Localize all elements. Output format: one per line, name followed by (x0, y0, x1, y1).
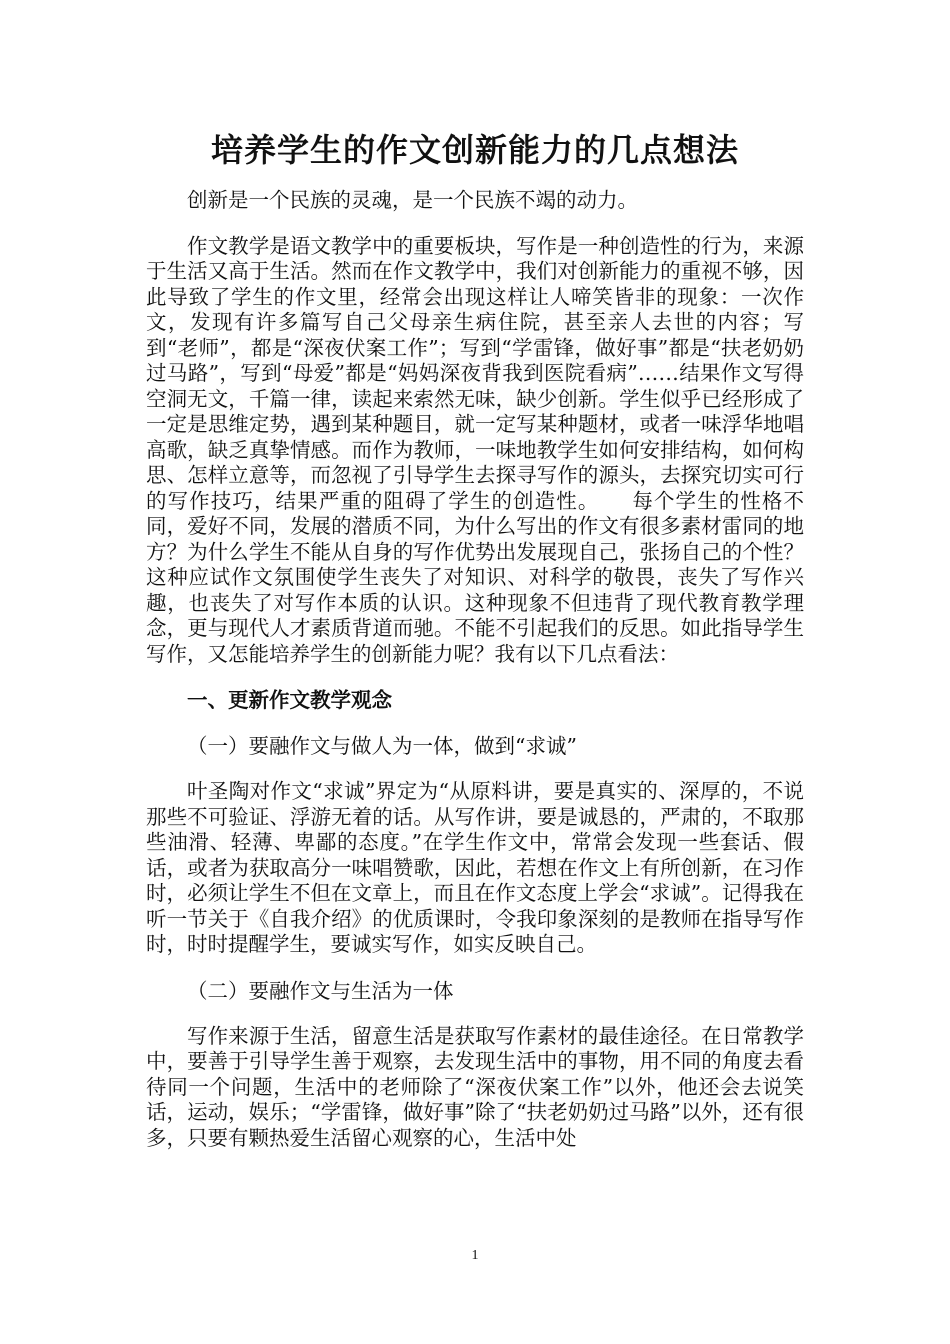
subsection-heading-2: （二）要融作文与生活为一体 (187, 978, 454, 1003)
body-paragraph-3: 写作来源于生活，留意生活是获取写作素材的最佳途径。在日常教学中，要善于引导学生善于观察，去发现生活中的事物，用不同的角度去看待同一个问题，生活中的老师除了“深夜伏案工作”以外，他还会去说笑话，运动，娱乐；“学雷锋，做好事”除了“扶老奶奶过马路”以外，还有很多，只要有颗热爱生活留心观察的心，生活中处 (146, 1023, 804, 1150)
intro-paragraph: 创新是一个民族的灵魂，是一个民族不竭的动力。 (187, 188, 638, 212)
body-paragraph-1: 作文教学是语文教学中的重要板块，写作是一种创造性的行为，来源于生活又高于生活。然而在作文教学中，我们对创新能力的重视不够，因此导致了学生的作文里，经常会出现这样让人啼笑皆非的现象：一次作文，发现有许多篇写自己父母亲生病住院，甚至亲人去世的内容；写到“老师”，都是“深夜伏案工作”；写到“学雷锋，做好事”都是“扶老奶奶过马路”，写到“母爱”都是“妈妈深夜背我到医院看病”……结果作文写得空洞无文，千篇一律，读起来索然无味，缺少创新。学生似乎已经形成了一定是思维定势，遇到某种题目，就一定写某种题材，或者一味浮华地唱高歌，缺乏真挚情感。而作为教师，一味地教学生如何安排结构，如何构思、怎样立意等，而忽视了引导学生去探寻写作的源头，去探究切实可行的写作技巧，结果严重的阻碍了学生的创造性。 每个学生的性格不同，爱好不同，发展的潜质不同，为什么写出的作文有很多素材雷同的地方？为什么学生不能从自身的写作优势出发展现自己，张扬自己的个性？这种应试作文氛围使学生丧失了对知识、对科学的敬畏，丧失了写作兴趣，也丧失了对写作本质的认识。这种现象不但违背了现代教育教学理念，更与现代人才素质背道而驰。不能不引起我们的反思。如此指导学生写作，又怎能培养学生的创新能力呢？我有以下几点看法： (146, 233, 804, 666)
subsection-heading-1: （一）要融作文与做人为一体，做到“求诚” (187, 734, 577, 758)
page-number: 1 (471, 1248, 479, 1263)
section-heading-1: 一、更新作文教学观念 (187, 688, 392, 712)
document-title: 培养学生的作文创新能力的几点想法 (210, 131, 739, 169)
body-paragraph-2: 叶圣陶对作文“求诚”界定为“从原料讲，要是真实的、深厚的，不说那些不可验证、浮游无着的话。从写作讲，要是诚恳的，严肃的，不取那些油滑、轻薄、卑鄙的态度。”在学生作文中，常常会发现一些套话、假话，或者为获取高分一味唱赞歌，因此，若想在作文上有所创新，在习作时，必须让学生不但在文章上，而且在作文态度上学会“求诚”。记得我在听一节关于《自我介绍》的优质课时，令我印象深刻的是教师在指导写作时，时时提醒学生，要诚实写作，如实反映自己。 (146, 779, 804, 956)
